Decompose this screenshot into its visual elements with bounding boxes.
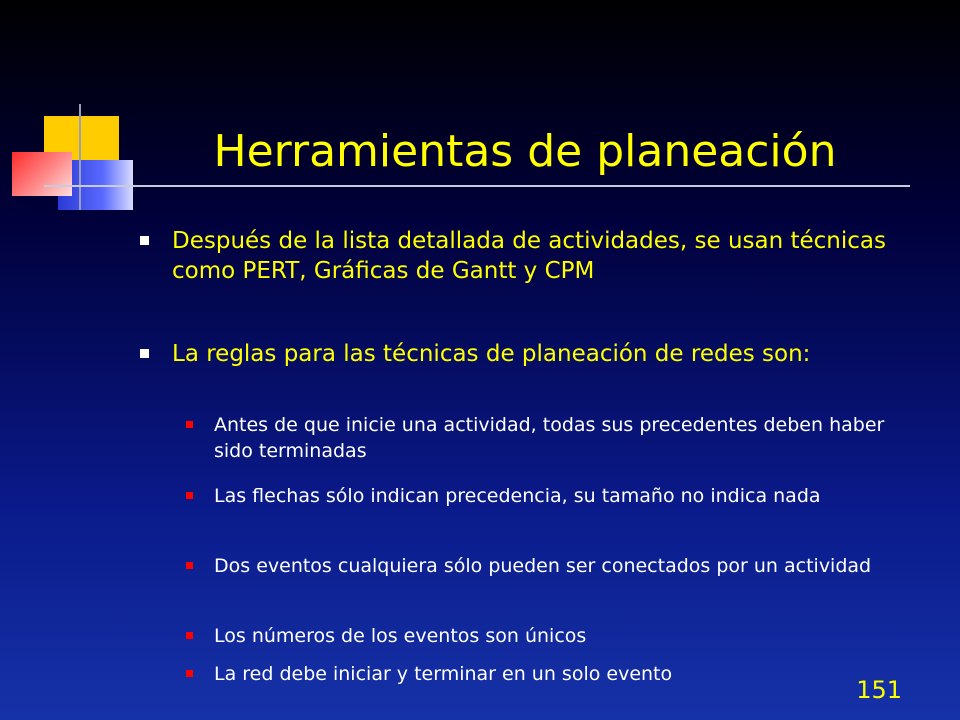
sub-bullet-text: La red debe iniciar y terminar en un solo evento bbox=[214, 663, 673, 685]
sub-bullet-item bbox=[186, 412, 906, 464]
bullet-item bbox=[140, 226, 920, 286]
sub-bullet-text: Las flechas sólo indican precedencia, su tamaño no indica nada bbox=[214, 485, 821, 507]
sub-bullet-text: Antes de que inicie una actividad, todas sus precedentes deben haber sido terminadas bbox=[214, 414, 885, 462]
sub-bullet-text: Dos eventos cualquiera sólo pueden ser conectados por un actividad bbox=[214, 555, 872, 577]
title-underline bbox=[44, 185, 910, 187]
slide-title: Herramientas de planeación bbox=[213, 126, 837, 177]
sub-bullet-item bbox=[186, 623, 906, 649]
bullet-text: Después de la lista detallada de actividades, se usan técnicas como PERT, Gráficas de Gantt y CPM bbox=[172, 228, 886, 284]
bullet-marker bbox=[140, 349, 149, 358]
sub-bullet-item bbox=[186, 483, 906, 509]
decorative-vertical-line bbox=[79, 104, 81, 210]
sub-bullet-item bbox=[186, 661, 906, 687]
sub-bullet-marker bbox=[186, 562, 193, 569]
sub-bullet-marker bbox=[186, 632, 193, 639]
decorative-red-square bbox=[12, 152, 72, 196]
sub-bullet-text: Los números de los eventos son únicos bbox=[214, 625, 587, 647]
sub-bullet-marker bbox=[186, 421, 193, 428]
bullet-item bbox=[140, 339, 920, 369]
sub-bullet-item bbox=[186, 553, 906, 579]
sub-bullet-marker bbox=[186, 670, 193, 677]
page-number: 151 bbox=[856, 676, 902, 704]
sub-bullet-marker bbox=[186, 492, 193, 499]
bullet-marker bbox=[140, 236, 149, 245]
bullet-text: La reglas para las técnicas de planeación de redes son: bbox=[172, 341, 811, 367]
